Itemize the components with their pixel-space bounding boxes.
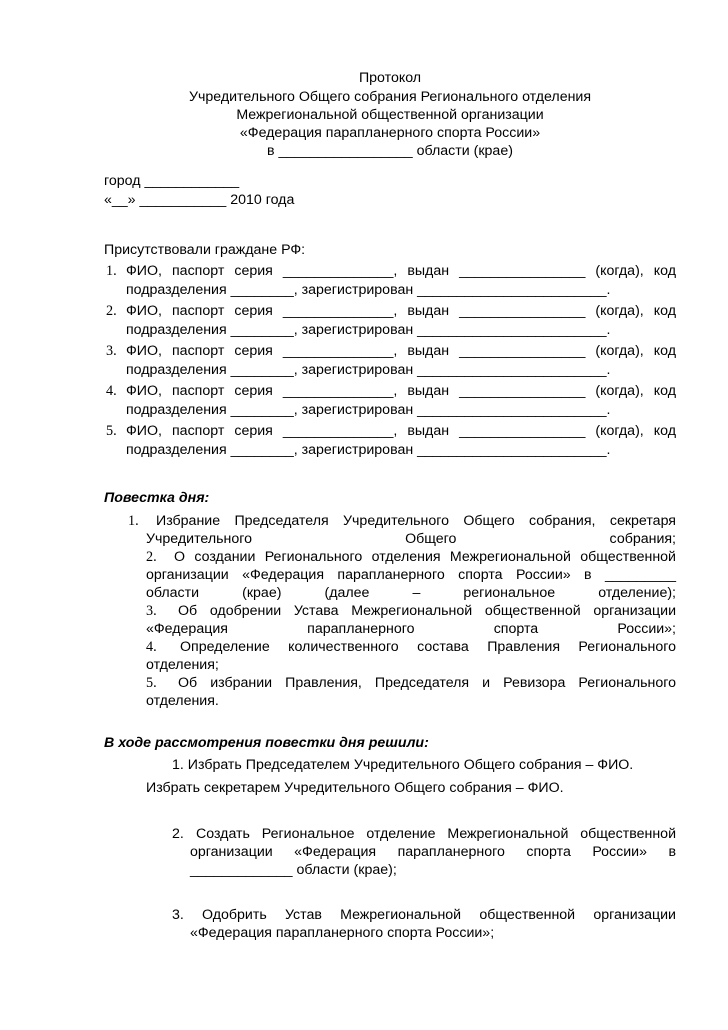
agenda-item-4-line-2: отделения;	[146, 657, 219, 673]
attendee-line-2: подразделения ________, зарегистрирован ________________________.	[126, 322, 611, 338]
attendee-line-1: ФИО, паспорт серия ______________, выдан ________________ (когда), код	[126, 263, 676, 279]
decision-2-line-2: организации «Федерация парапланерного спорта России» в	[190, 844, 676, 860]
attendee-number: 3.	[106, 343, 117, 359]
header-line-2: Учредительного Общего собрания Регионального отделения	[188, 89, 592, 105]
attendee-number: 4.	[106, 383, 117, 399]
attendee-line-2: подразделения ________, зарегистрирован ________________________.	[126, 442, 611, 458]
agenda-item-3-line-1: Об одобрении Устава Межрегиональной общественной организации	[178, 603, 676, 619]
decision-1-line-1: 1. Избрать Председателем Учредительного Общего собрания – ФИО.	[172, 757, 634, 773]
agenda-item-number: 5.	[146, 675, 157, 691]
agenda-item-number: 4.	[146, 639, 157, 655]
header-line-5: в _________________ области (крае)	[267, 143, 513, 159]
decision-number: 3.	[172, 907, 184, 923]
attendee-line-2: подразделения ________, зарегистрирован ________________________.	[126, 362, 611, 378]
agenda-item-1-line-2: Учредительного Общего собрания;	[146, 531, 676, 547]
agenda-heading: Повестка дня:	[104, 490, 210, 506]
decision-3-line-2: «Федерация парапланерного спорта России»;	[190, 925, 495, 941]
attendee-line-1: ФИО, паспорт серия ______________, выдан ________________ (когда), код	[126, 303, 676, 319]
attendee-line-1: ФИО, паспорт серия ______________, выдан ________________ (когда), код	[126, 423, 676, 439]
agenda-item-1-line-1: Избрание Председателя Учредительного Общего собрания, секретаря	[156, 513, 676, 529]
agenda-item-5-line-1: Об избрании Правления, Председателя и Ревизора Регионального	[178, 675, 676, 691]
agenda-item-2-line-2: организации «Федерация парапланерного спорта России» в _________	[146, 567, 676, 583]
decision-2-line-1: Создать Региональное отделение Межрегиональной общественной	[196, 826, 676, 842]
attendees-heading: Присутствовали граждане РФ:	[104, 242, 306, 258]
agenda-item-number: 1.	[128, 513, 139, 529]
date-line: «__» ___________ 2010 года	[104, 192, 295, 208]
decision-2-line-3: _____________ области (крае);	[190, 862, 397, 878]
agenda-item-2-line-1: О создании Регионального отделения Межрегиональной общественной	[174, 549, 676, 565]
document-title: Протокол	[358, 70, 422, 86]
header-line-3: Межрегиональной общественной организации	[236, 107, 544, 123]
decisions-heading: В ходе рассмотрения повестки дня решили:	[104, 735, 429, 751]
attendee-line-2: подразделения ________, зарегистрирован ________________________.	[126, 282, 611, 298]
city-line: город ____________	[104, 173, 240, 189]
attendee-line-2: подразделения ________, зарегистрирован ________________________.	[126, 402, 611, 418]
agenda-item-number: 3.	[146, 603, 157, 619]
agenda-item-2-line-3: области (крае) (далее – региональное отделение);	[146, 585, 676, 601]
decision-number: 2.	[172, 826, 184, 842]
decision-3-line-1: Одобрить Устав Межрегиональной общественной организации	[202, 907, 676, 923]
attendee-number: 2.	[106, 303, 117, 319]
decision-1-line-2: Избрать секретарем Учредительного Общего собрания – ФИО.	[146, 780, 564, 796]
header-line-4: «Федерация парапланерного спорта России»	[239, 125, 541, 141]
agenda-item-4-line-1: Определение количественного состава Правления Регионального	[180, 639, 676, 655]
agenda-item-3-line-2: «Федерация парапланерного спорта России»;	[146, 621, 676, 637]
attendee-line-1: ФИО, паспорт серия ______________, выдан ________________ (когда), код	[126, 383, 676, 399]
agenda-item-number: 2.	[146, 549, 157, 565]
attendee-line-1: ФИО, паспорт серия ______________, выдан ________________ (когда), код	[126, 343, 676, 359]
agenda-item-5-line-2: отделения.	[146, 693, 219, 709]
attendee-number: 1.	[106, 263, 117, 279]
attendee-number: 5.	[106, 423, 117, 439]
